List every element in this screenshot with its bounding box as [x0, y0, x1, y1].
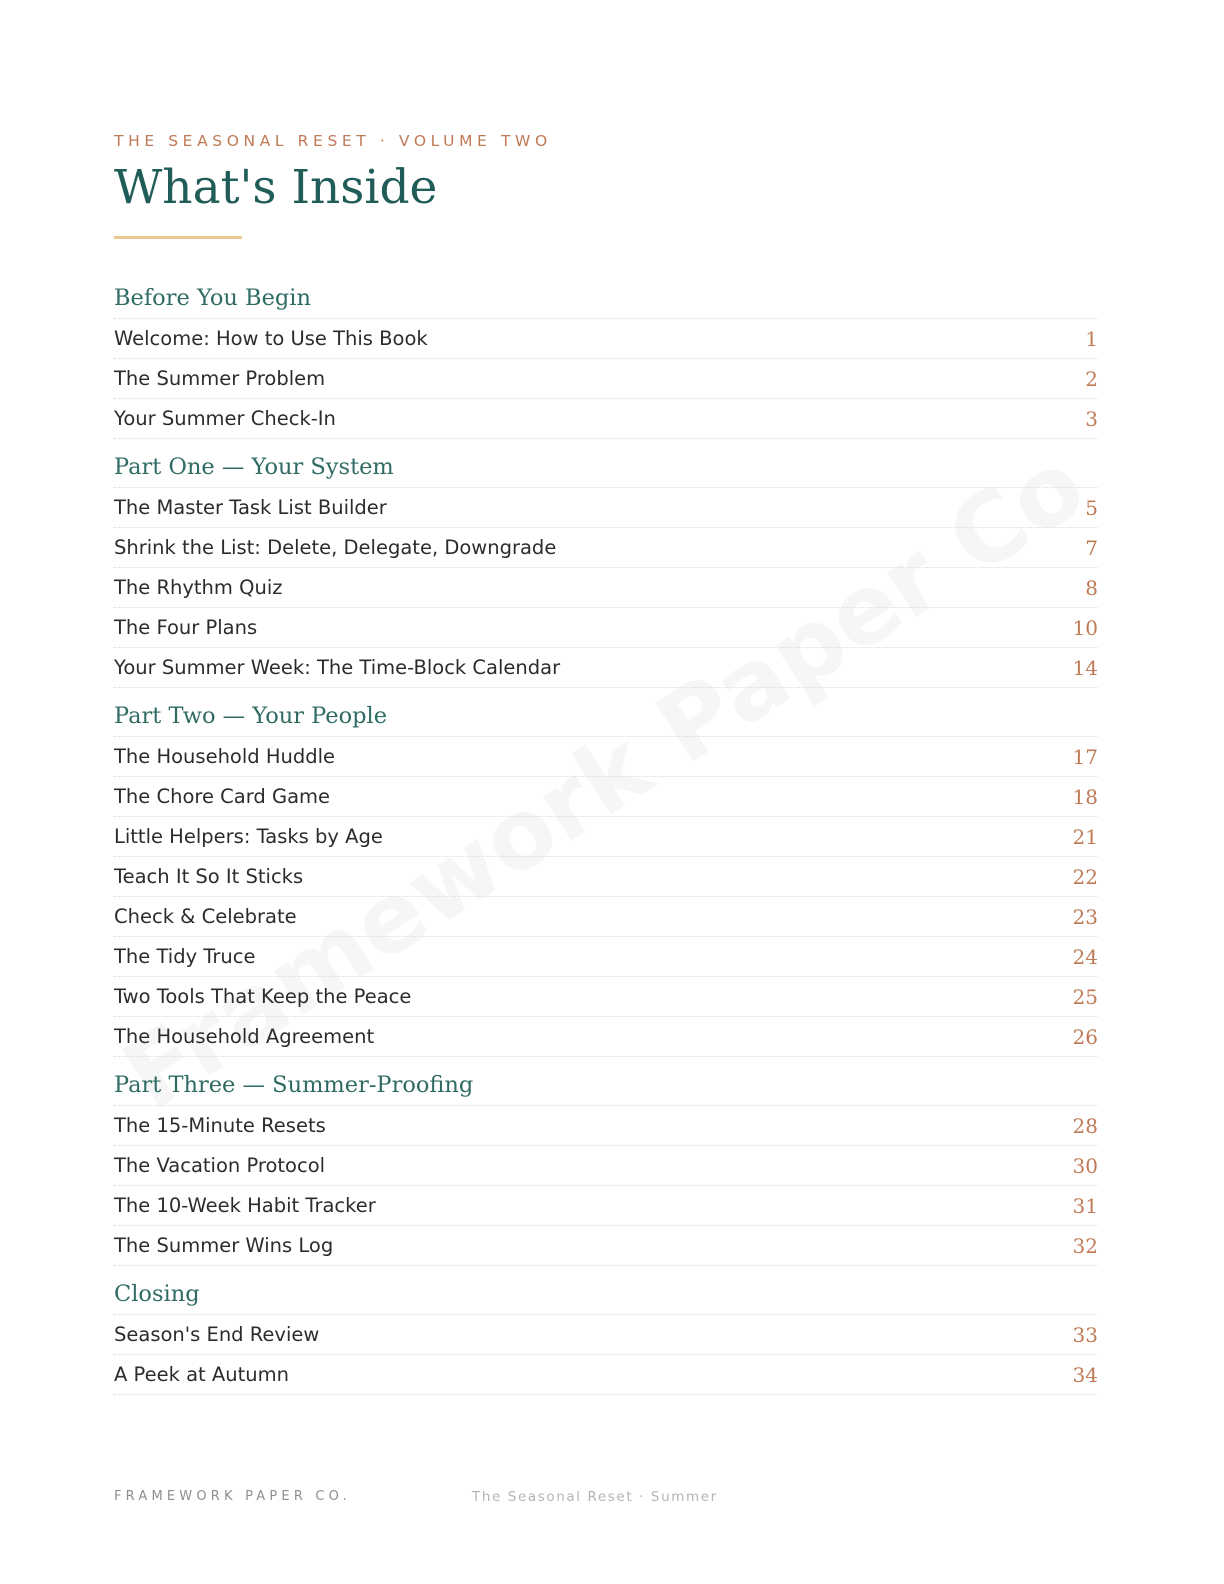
toc-entry [114, 319, 1098, 359]
table-of-contents [114, 278, 1098, 1403]
entry-page-number: 17 [1072, 744, 1098, 769]
toc-entry [114, 897, 1098, 937]
footer-publisher: FRAMEWORK PAPER CO. [114, 1489, 351, 1504]
entry-title: The Household Huddle [114, 745, 336, 768]
entry-title: Your Summer Week: The Time-Block Calendar [114, 656, 561, 679]
toc-section [114, 1274, 1098, 1395]
toc-entry [114, 399, 1098, 439]
toc-entry [114, 359, 1098, 399]
section-heading: Before You Begin [114, 278, 1098, 319]
section-heading: Part One — Your System [114, 447, 1098, 488]
toc-section [114, 696, 1098, 1057]
entry-title: The Vacation Protocol [114, 1154, 326, 1177]
entry-title: Your Summer Check-In [114, 407, 336, 430]
entry-page-number: 26 [1072, 1024, 1098, 1049]
entry-page-number: 18 [1072, 784, 1098, 809]
entry-title: A Peek at Autumn [114, 1363, 289, 1386]
entry-title: Season's End Review [114, 1323, 320, 1346]
toc-entry [114, 937, 1098, 977]
entry-page-number: 23 [1072, 904, 1098, 929]
page-title: What's Inside [114, 160, 438, 215]
section-heading: Part Two — Your People [114, 696, 1098, 737]
entry-page-number: 30 [1072, 1153, 1098, 1178]
entry-title: The Tidy Truce [114, 945, 256, 968]
entry-title: The Household Agreement [114, 1025, 375, 1048]
toc-entry [114, 648, 1098, 688]
footer-series: The Seasonal Reset · Summer [472, 1489, 718, 1505]
toc-entry [114, 1106, 1098, 1146]
entry-page-number: 2 [1085, 366, 1098, 391]
entry-title: The Four Plans [114, 616, 258, 639]
entry-title: The Chore Card Game [114, 785, 331, 808]
entry-page-number: 14 [1072, 655, 1098, 680]
toc-entry [114, 777, 1098, 817]
toc-entry [114, 608, 1098, 648]
toc-entry [114, 977, 1098, 1017]
entry-title: Two Tools That Keep the Peace [114, 985, 412, 1008]
entry-page-number: 25 [1072, 984, 1098, 1009]
entry-title: Teach It So It Sticks [114, 865, 304, 888]
entry-title: The Master Task List Builder [114, 496, 387, 519]
entry-page-number: 8 [1085, 575, 1098, 600]
entry-title: The Rhythm Quiz [114, 576, 283, 599]
entry-title: The 15-Minute Resets [114, 1114, 326, 1137]
toc-entry [114, 737, 1098, 777]
entry-page-number: 10 [1072, 615, 1098, 640]
toc-page [114, 0, 1098, 1584]
entry-title: The Summer Problem [114, 367, 326, 390]
entry-page-number: 24 [1072, 944, 1098, 969]
entry-title: The Summer Wins Log [114, 1234, 334, 1257]
toc-section [114, 447, 1098, 688]
toc-entry [114, 1355, 1098, 1395]
entry-page-number: 32 [1072, 1233, 1098, 1258]
entry-title: Shrink the List: Delete, Delegate, Downgrade [114, 536, 557, 559]
section-heading: Part Three — Summer-Proofing [114, 1065, 1098, 1106]
title-underline [114, 236, 242, 239]
toc-entry [114, 568, 1098, 608]
toc-entry [114, 1315, 1098, 1355]
entry-page-number: 5 [1085, 495, 1098, 520]
entry-page-number: 31 [1072, 1193, 1098, 1218]
entry-title: Welcome: How to Use This Book [114, 327, 428, 350]
toc-section [114, 278, 1098, 439]
toc-entry [114, 1226, 1098, 1266]
entry-title: Check & Celebrate [114, 905, 297, 928]
entry-page-number: 1 [1085, 326, 1098, 351]
toc-entry [114, 528, 1098, 568]
entry-page-number: 22 [1072, 864, 1098, 889]
entry-page-number: 7 [1085, 535, 1098, 560]
entry-title: Little Helpers: Tasks by Age [114, 825, 383, 848]
section-heading: Closing [114, 1274, 1098, 1315]
toc-entry [114, 817, 1098, 857]
entry-page-number: 21 [1072, 824, 1098, 849]
toc-entry [114, 1146, 1098, 1186]
entry-page-number: 28 [1072, 1113, 1098, 1138]
entry-page-number: 33 [1072, 1322, 1098, 1347]
entry-title: The 10-Week Habit Tracker [114, 1194, 376, 1217]
toc-section [114, 1065, 1098, 1266]
toc-entry [114, 857, 1098, 897]
toc-entry [114, 1017, 1098, 1057]
toc-entry [114, 1186, 1098, 1226]
toc-entry [114, 488, 1098, 528]
entry-page-number: 34 [1072, 1362, 1098, 1387]
entry-page-number: 3 [1085, 406, 1098, 431]
series-eyebrow: THE SEASONAL RESET · VOLUME TWO [114, 132, 552, 150]
